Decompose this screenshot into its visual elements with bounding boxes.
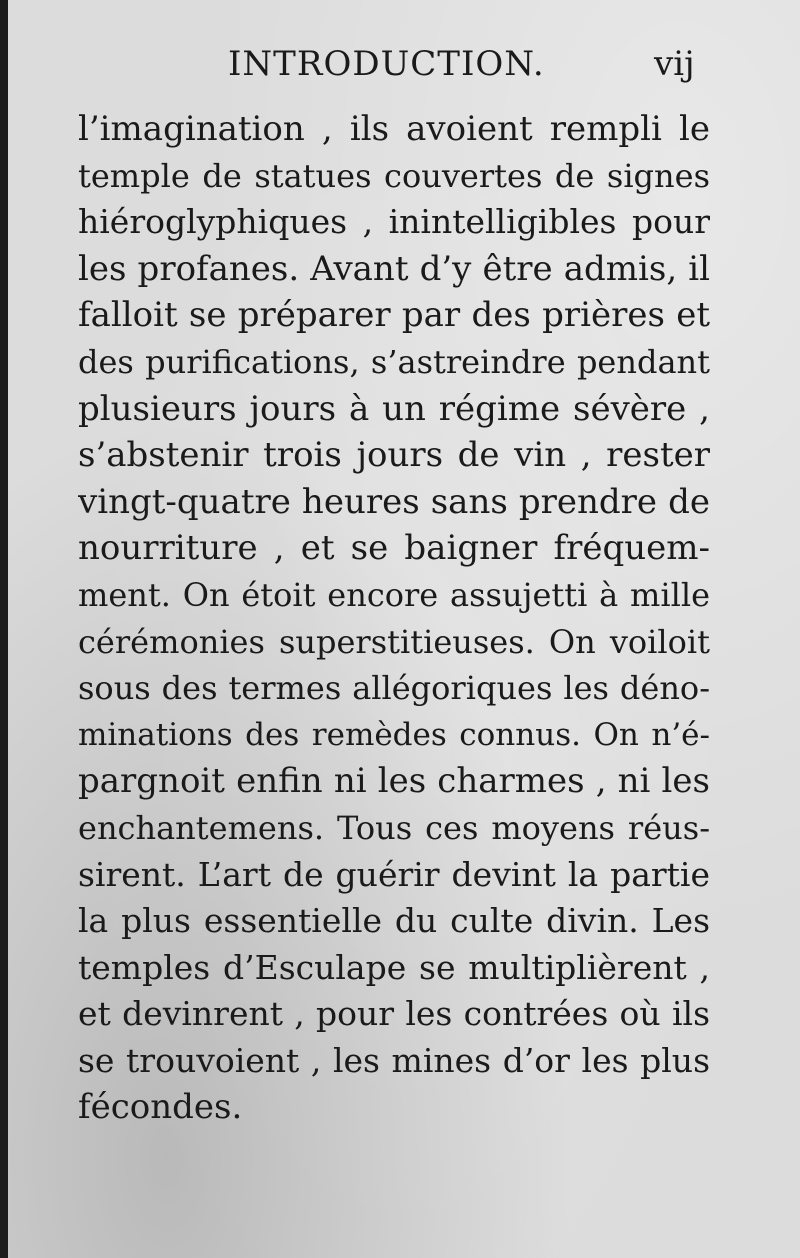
- text-line: sirent. L’art de guérir devint la partie: [78, 854, 710, 894]
- text-line: se trouvoient , les mines d’or les plus: [78, 1040, 710, 1080]
- text-line: hiéroglyphiques , inintelligibles pour: [78, 202, 710, 242]
- text-line: l’imagination , ils avoient rempli le: [78, 109, 710, 149]
- text-line: nourriture , et se baigner fréquem-: [78, 528, 710, 569]
- text-line: la plus essentielle du culte divin. Les: [78, 901, 710, 941]
- book-page: [8, 0, 800, 1258]
- text-line: les profanes. Avant d’y être admis, il: [78, 248, 710, 289]
- running-head-title: INTRODUCTION.: [228, 44, 545, 84]
- text-line: s’abstenir trois jours de vin , rester: [78, 435, 710, 476]
- text-line: minations des remèdes connus. On n’é-: [78, 716, 710, 753]
- text-line: falloit se préparer par des prières et: [78, 295, 710, 336]
- text-line: plusieurs jours à un régime sévère ,: [78, 388, 710, 429]
- text-line: pargnoit enfin ni les charmes , ni les: [78, 761, 710, 802]
- text-line: enchantemens. Tous ces moyens réus-: [78, 808, 710, 847]
- text-line: vingt-quatre heures sans prendre de: [78, 481, 710, 522]
- running-head: [8, 40, 800, 96]
- text-line: ment. On étoit encore assujetti à mille: [78, 575, 710, 614]
- text-line: des purifications, s’astreindre pendant: [78, 342, 710, 381]
- text-line: temples d’Esculape se multiplièrent ,: [78, 947, 710, 987]
- page-number: vij: [654, 44, 695, 84]
- text-line: sous des termes allégoriques les déno-: [78, 669, 710, 708]
- text-line: cérémonies superstitieuses. On voiloit: [78, 622, 710, 661]
- text-line-last: fécondes.: [78, 1087, 243, 1128]
- body-text: [78, 106, 710, 1131]
- text-line: temple de statues couvertes de signes: [78, 156, 710, 195]
- text-line: et devinrent , pour les contrées où ils: [78, 994, 710, 1034]
